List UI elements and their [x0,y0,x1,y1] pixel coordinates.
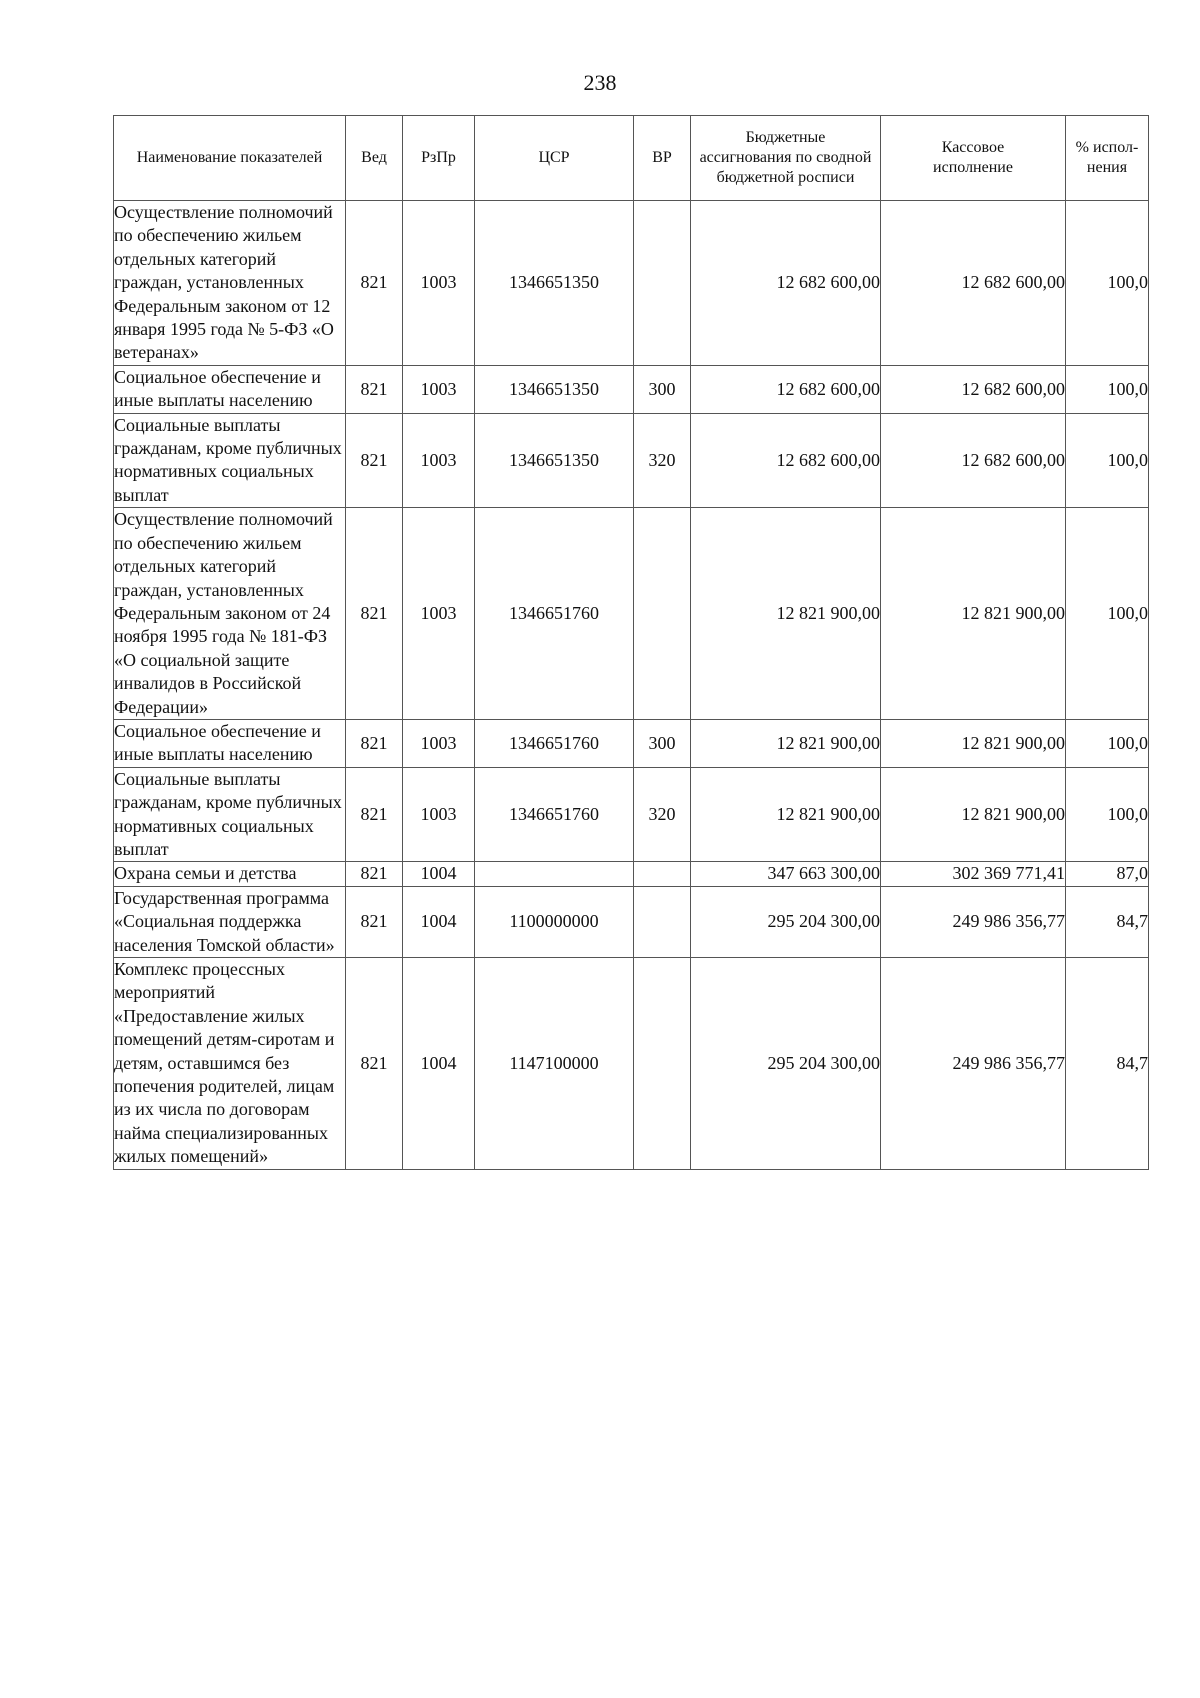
cell-csr: 1346651350 [475,413,634,508]
cell-name: Социальные выплаты гражданам, кроме публичных нормативных социальных выплат [114,767,346,862]
header-rzpr: РзПр [403,116,475,201]
cell-pct: 100,0 [1066,767,1149,862]
cell-budget: 12 821 900,00 [691,719,881,767]
cell-csr: 1346651350 [475,201,634,366]
page-number: 238 [583,70,617,95]
cell-pct: 100,0 [1066,413,1149,508]
cell-vr [634,508,691,720]
cell-ved: 821 [346,958,403,1170]
cell-ved: 821 [346,413,403,508]
cell-rzpr: 1004 [403,886,475,957]
cell-cash: 12 682 600,00 [881,413,1066,508]
cell-pct: 87,0 [1066,862,1149,886]
cell-name: Охрана семьи и детства [114,862,346,886]
cell-pct: 100,0 [1066,719,1149,767]
cell-cash: 12 682 600,00 [881,201,1066,366]
cell-pct: 84,7 [1066,958,1149,1170]
table-header-row [114,116,1149,201]
cell-name: Социальное обеспечение и иные выплаты населению [114,719,346,767]
cell-csr: 1147100000 [475,958,634,1170]
cell-pct: 84,7 [1066,886,1149,957]
budget-execution-table [113,115,1149,1170]
cell-vr: 320 [634,767,691,862]
cell-csr [475,862,634,886]
cell-csr: 1100000000 [475,886,634,957]
cell-vr [634,886,691,957]
cell-cash: 12 821 900,00 [881,767,1066,862]
cell-ved: 821 [346,886,403,957]
cell-budget: 12 821 900,00 [691,767,881,862]
cell-budget: 12 682 600,00 [691,201,881,366]
cell-name: Государственная программа «Социальная поддержка населения Томской области» [114,886,346,957]
cell-vr [634,862,691,886]
cell-rzpr: 1003 [403,201,475,366]
cell-ved: 821 [346,862,403,886]
table-row [114,958,1149,1170]
cell-cash: 302 369 771,41 [881,862,1066,886]
cell-ved: 821 [346,201,403,366]
cell-name: Осуществление полномочий по обеспечению жильем отдельных категорий граждан, установленных Федеральным законом от 24 ноября 1995 года № 181-ФЗ «О социальной защите инвалидов в Российской Федерации» [114,508,346,720]
cell-pct: 100,0 [1066,365,1149,413]
cell-rzpr: 1003 [403,767,475,862]
cell-cash: 249 986 356,77 [881,958,1066,1170]
cell-csr: 1346651350 [475,365,634,413]
cell-csr: 1346651760 [475,767,634,862]
cell-budget: 295 204 300,00 [691,958,881,1170]
cell-name: Социальные выплаты гражданам, кроме публичных нормативных социальных выплат [114,413,346,508]
cell-cash: 249 986 356,77 [881,886,1066,957]
cell-cash: 12 821 900,00 [881,719,1066,767]
cell-budget: 12 682 600,00 [691,365,881,413]
cell-budget: 12 821 900,00 [691,508,881,720]
header-name: Наименование показателей [114,116,346,201]
cell-vr: 300 [634,719,691,767]
table-row [114,886,1149,957]
cell-budget: 12 682 600,00 [691,413,881,508]
cell-rzpr: 1003 [403,719,475,767]
table-row [114,508,1149,720]
header-ved: Вед [346,116,403,201]
table-row [114,719,1149,767]
cell-csr: 1346651760 [475,719,634,767]
cell-rzpr: 1004 [403,958,475,1170]
cell-ved: 821 [346,508,403,720]
cell-rzpr: 1004 [403,862,475,886]
cell-name: Социальное обеспечение и иные выплаты населению [114,365,346,413]
cell-ved: 821 [346,365,403,413]
cell-csr: 1346651760 [475,508,634,720]
cell-pct: 100,0 [1066,201,1149,366]
cell-vr [634,201,691,366]
header-vr: ВР [634,116,691,201]
cell-vr [634,958,691,1170]
table-row [114,201,1149,366]
cell-pct: 100,0 [1066,508,1149,720]
cell-ved: 821 [346,767,403,862]
cell-rzpr: 1003 [403,508,475,720]
cell-ved: 821 [346,719,403,767]
cell-budget: 347 663 300,00 [691,862,881,886]
cell-vr: 300 [634,365,691,413]
table-row [114,767,1149,862]
cell-name: Комплекс процессных мероприятий «Предоставление жилых помещений детям-сиротам и детям, оставшимся без попечения родителей, лицам из их числа по договорам найма специализированных жилых помещений» [114,958,346,1170]
header-cash: Кассовое исполнение [881,116,1066,201]
cell-cash: 12 682 600,00 [881,365,1066,413]
table-row [114,862,1149,886]
cell-rzpr: 1003 [403,413,475,508]
cell-name: Осуществление полномочий по обеспечению жильем отдельных категорий граждан, установленных Федеральным законом от 12 января 1995 года № 5-ФЗ «О ветеранах» [114,201,346,366]
table-row [114,413,1149,508]
cell-budget: 295 204 300,00 [691,886,881,957]
cell-cash: 12 821 900,00 [881,508,1066,720]
cell-vr: 320 [634,413,691,508]
header-budget: Бюджетные ассигнования по сводной бюджетной росписи [691,116,881,201]
header-csr: ЦСР [475,116,634,201]
table-row [114,365,1149,413]
header-pct: % испол-нения [1066,116,1149,201]
cell-rzpr: 1003 [403,365,475,413]
